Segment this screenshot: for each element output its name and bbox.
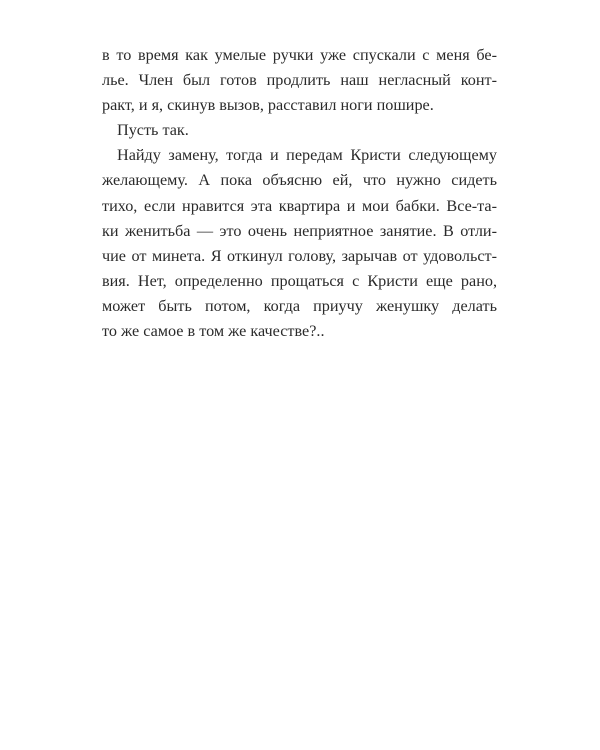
text-line: желающему. А пока объясню ей, что нужно сидеть	[102, 171, 497, 190]
text-line: вия. Нет, определенно прощаться с Кристи еще рано,	[102, 271, 497, 290]
text-line: Пусть так.	[117, 121, 189, 140]
text-line: тихо, если нравится эта квартира и мои бабки. Все-та-	[102, 196, 497, 215]
text-line: лье. Член был готов продлить наш негласный конт-	[102, 71, 497, 90]
page-text	[102, 43, 497, 344]
text-line: в то время как умелые ручки уже спускали с меня бе-	[102, 46, 497, 64]
text-line: Найду замену, тогда и передам Кристи следующему	[117, 146, 497, 165]
text-line: то же самое в том же качестве?..	[102, 322, 325, 341]
text-line: может быть потом, когда приучу женушку делать	[102, 296, 497, 315]
text-line: ракт, и я, скинув вызов, расставил ноги пошире.	[102, 96, 434, 115]
text-line: чие от минета. Я откинул голову, зарычав от удовольст-	[102, 246, 497, 265]
text-line: ки женитьба — это очень неприятное занятие. В отли-	[102, 221, 497, 240]
